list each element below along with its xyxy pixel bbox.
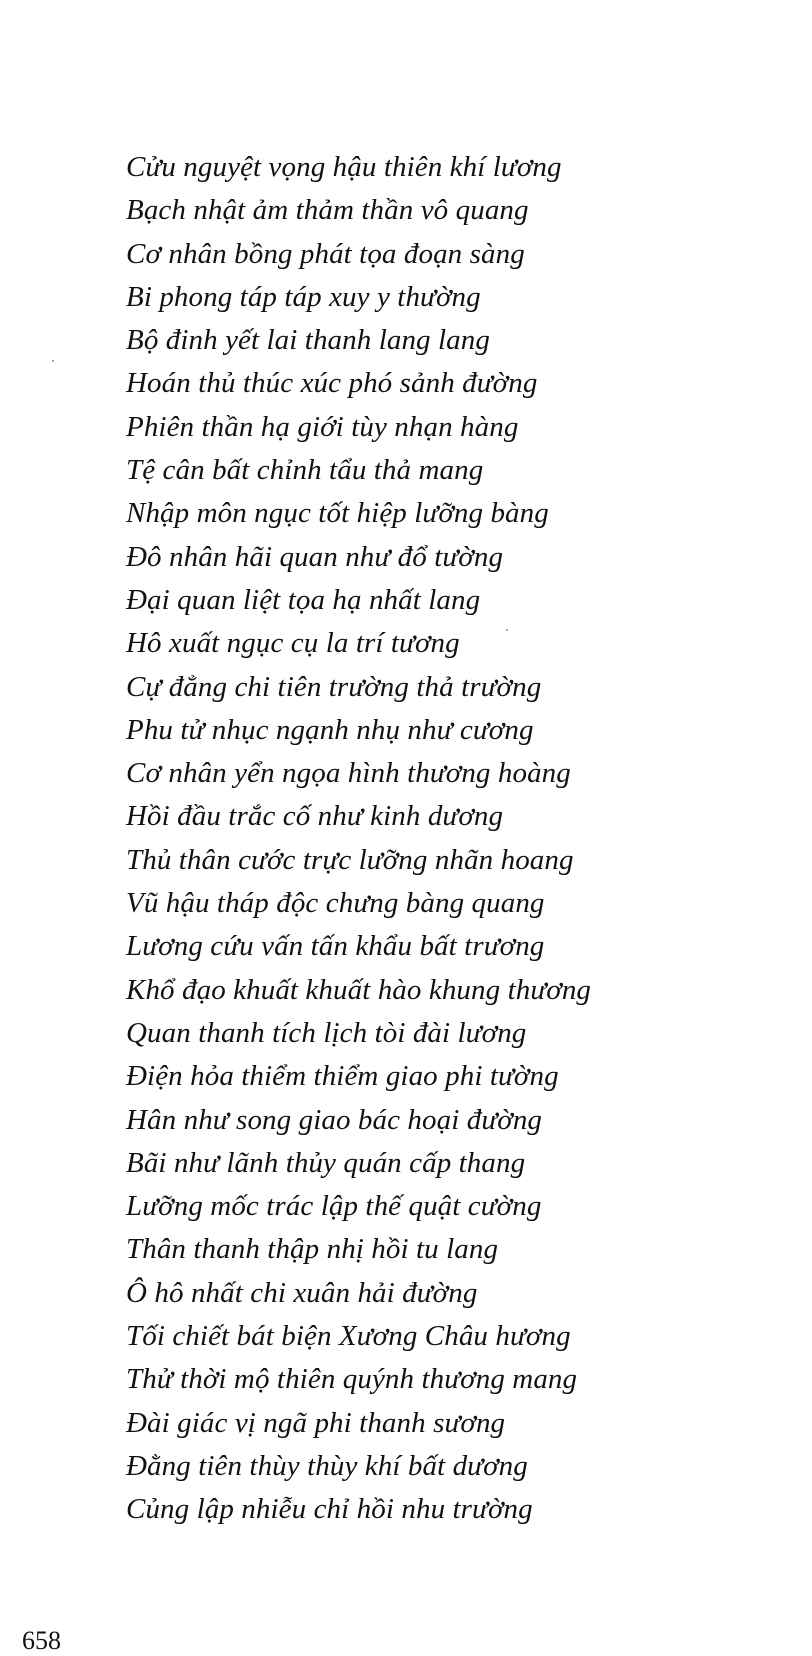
poem-line: Tệ cân bất chỉnh tẩu thả mang (126, 454, 484, 487)
poem-line: Đài giác vị ngã phi thanh sương (126, 1406, 506, 1439)
poem-line: Bạch nhật ảm thảm thần vô quang (126, 194, 529, 227)
poem-line: Bãi như lãnh thủy quán cấp thang (126, 1146, 526, 1179)
poem-line: Bộ đinh yết lai thanh lang lang (126, 324, 490, 357)
poem-line: Đằng tiên thùy thùy khí bất dương (126, 1449, 528, 1482)
poem-line: Điện hỏa thiểm thiểm giao phi tường (126, 1060, 559, 1093)
poem-line: Thử thời mộ thiên quýnh thương mang (126, 1363, 578, 1396)
poem-line: Đô nhân hãi quan như đổ tường (126, 540, 504, 573)
poem-line: Đại quan liệt tọa hạ nhất lang (126, 583, 481, 616)
poem-line: Quan thanh tích lịch tòi đài lương (126, 1016, 527, 1049)
poem-line: Hồi đầu trắc cố như kinh dương (126, 800, 504, 833)
poem-line: Tối chiết bát biện Xương Châu hương (126, 1320, 571, 1353)
poem-text (126, 146, 591, 1532)
poem-line: Lưỡng mốc trác lập thế quật cường (126, 1190, 542, 1223)
poem-line: Cửu nguyệt vọng hậu thiên khí lương (126, 151, 562, 183)
scan-speck (506, 629, 508, 631)
poem-line: Vũ hậu tháp độc chưng bàng quang (126, 887, 545, 920)
poem-line: Hoán thủ thúc xúc phó sảnh đường (126, 367, 538, 400)
poem-line: Ô hô nhất chi xuân hải đường (126, 1276, 478, 1309)
poem-line: Cơ nhân bồng phát tọa đoạn sàng (126, 237, 525, 270)
poem-line: Củng lập nhiễu chỉ hồi nhu trường (126, 1493, 533, 1526)
poem-line: Phu tử nhục ngạnh nhụ như cương (126, 713, 534, 746)
poem-line: Hô xuất ngục cụ la trí tương (126, 627, 460, 660)
poem-line: Cự đẳng chi tiên trường thả trường (126, 670, 542, 703)
scan-speck (52, 360, 54, 362)
poem-line: Bi phong táp táp xuy y thường (126, 280, 481, 313)
poem-line: Khổ đạo khuất khuất hào khung thương (126, 973, 592, 1006)
poem-line: Phiên thần hạ giới tùy nhạn hàng (126, 410, 519, 443)
poem-line: Thân thanh thập nhị hồi tu lang (126, 1233, 499, 1266)
poem-line: Thủ thân cước trực lưỡng nhãn hoang (126, 843, 574, 876)
poem-line: Nhập môn ngục tốt hiệp lưỡng bàng (126, 497, 549, 530)
poem-line: Lương cứu vấn tấn khẩu bất trương (126, 930, 545, 963)
poem-line: Cơ nhân yển ngọa hình thương hoàng (126, 757, 571, 790)
page-number: 658 (22, 1626, 61, 1655)
poem-line: Hân như song giao bác hoại đường (126, 1103, 543, 1136)
